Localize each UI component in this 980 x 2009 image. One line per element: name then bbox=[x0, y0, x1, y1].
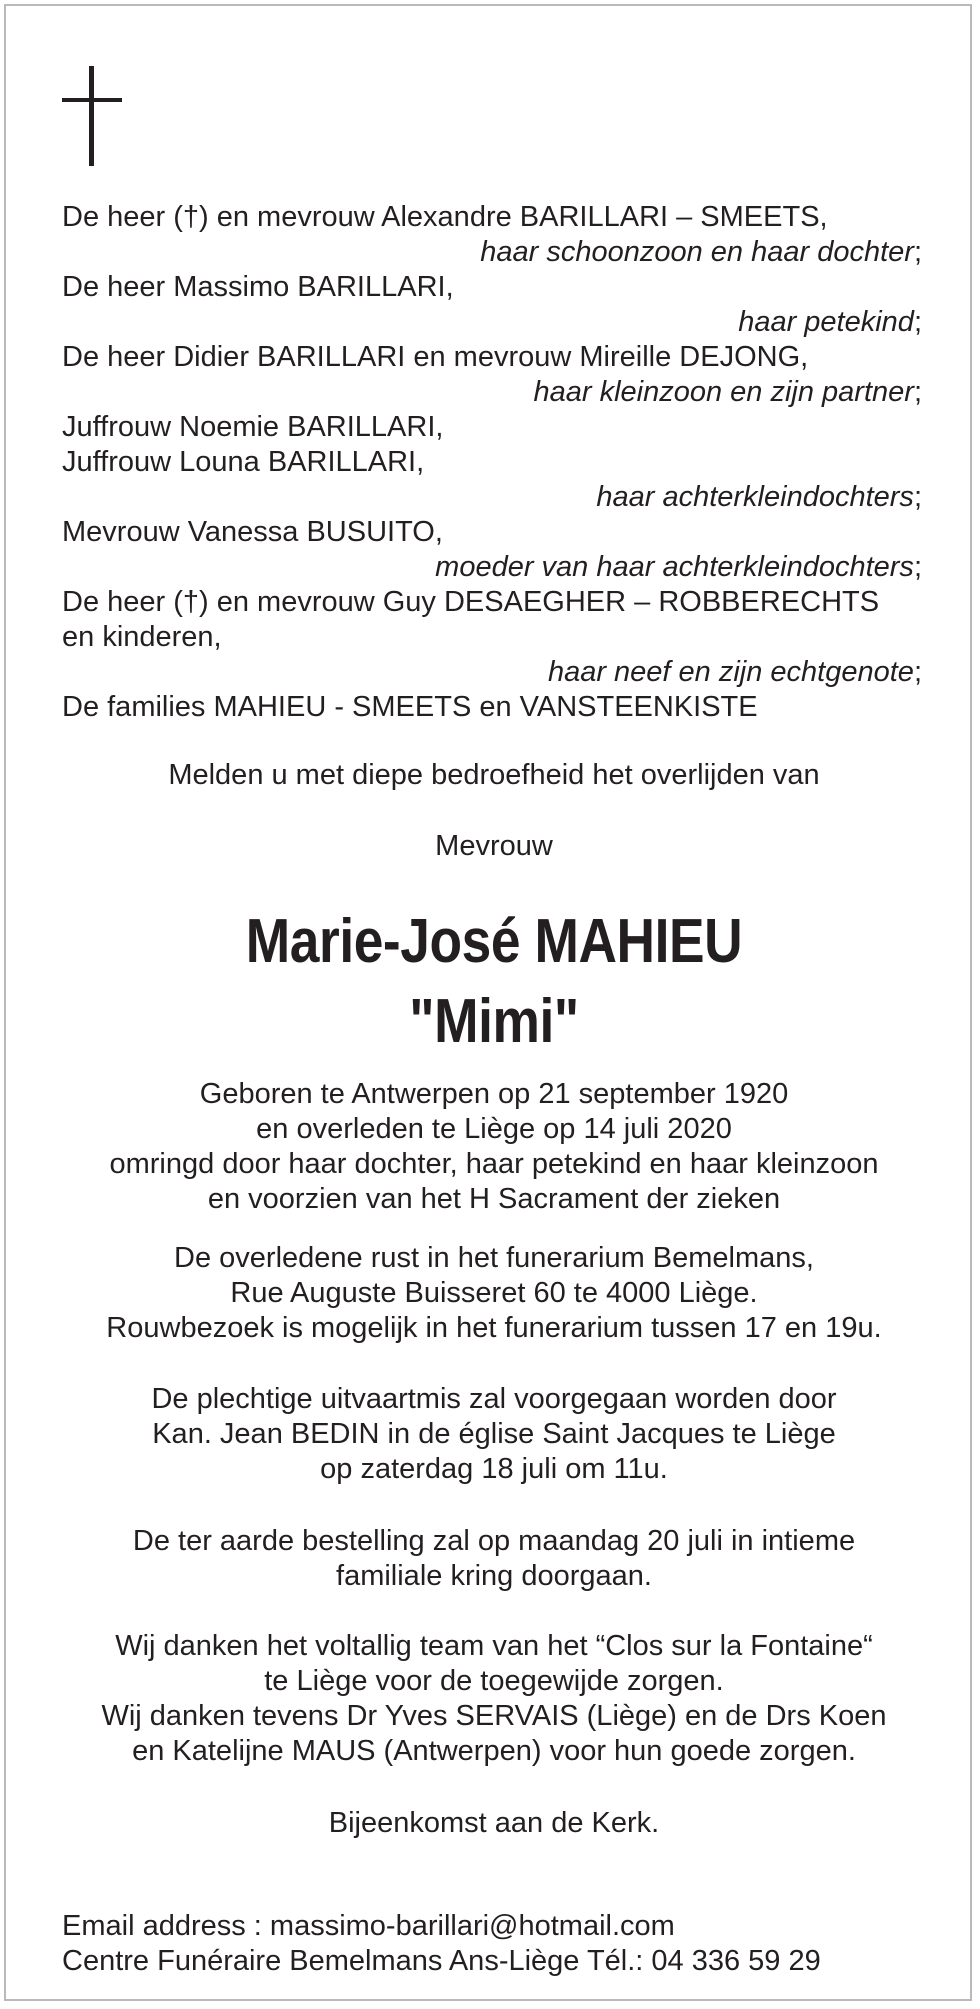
cross-icon bbox=[62, 66, 122, 166]
family-member: en kinderen, bbox=[62, 621, 222, 653]
contact-info bbox=[62, 1909, 942, 1979]
deceased-name bbox=[100, 902, 888, 1062]
family-member: De heer Didier BARILLARI en mevrouw Mireille DEJONG, bbox=[62, 341, 809, 373]
announcement: Melden u met diepe bedroefheid het overlijden van bbox=[168, 759, 820, 791]
funerarium-paragraph: De overledene rust in het funerarium Bemelmans, Rue Auguste Buisseret 60 te 4000 Liège. Rouwbezoek is mogelijk in het funerarium tussen 17 en 19u. bbox=[106, 1242, 882, 1344]
family-member: Juffrouw Noemie BARILLARI, bbox=[62, 411, 444, 443]
deceased-nickname: "Mimi" bbox=[409, 987, 579, 1056]
family-relation: haar schoonzoon en haar dochter; bbox=[480, 236, 922, 268]
obituary-card bbox=[4, 4, 972, 2001]
family-member: De heer (†) en mevrouw Alexandre BARILLARI – SMEETS, bbox=[62, 201, 828, 233]
family-member: Juffrouw Louna BARILLARI, bbox=[62, 446, 425, 478]
birth-death-paragraph: Geboren te Antwerpen op 21 september 1920 en overleden te Liège op 14 juli 2020 omringd door haar dochter, haar petekind en haar kleinzoon en voorzien van het H Sacrament der zieken bbox=[109, 1078, 879, 1215]
family-member: De families MAHIEU - SMEETS en VANSTEENKISTE bbox=[62, 691, 758, 723]
contact-funeral-home: Centre Funéraire Bemelmans Ans-Liège Tél.: 04 336 59 29 bbox=[62, 1945, 821, 1977]
thanks-paragraph: Wij danken het voltallig team van het “Clos sur la Fontaine“ te Liège voor de toegewijde zorgen. Wij danken tevens Dr Yves SERVAIS (Liège) en de Drs Koen en Katelijne MAUS (Antwerpen) voor hun goede zorgen. bbox=[101, 1630, 887, 1767]
burial-paragraph: De ter aarde bestelling zal op maandag 20 juli in intieme familiale kring doorgaan. bbox=[132, 1525, 856, 1592]
family-list bbox=[62, 200, 922, 725]
family-relation: moeder van haar achterkleindochters; bbox=[435, 551, 922, 583]
family-relation: haar petekind; bbox=[738, 306, 922, 338]
family-member: De heer Massimo BARILLARI, bbox=[62, 271, 454, 303]
family-relation: haar achterkleindochters; bbox=[596, 481, 922, 513]
family-member: Mevrouw Vanessa BUSUITO, bbox=[62, 516, 443, 548]
deceased-full-name: Marie-José MAHIEU bbox=[245, 907, 743, 976]
contact-email: Email address : massimo-barillari@hotmail.com bbox=[62, 1910, 675, 1942]
family-member: De heer (†) en mevrouw Guy DESAEGHER – ROBBERECHTS bbox=[62, 586, 880, 618]
meeting-note: Bijeenkomst aan de Kerk. bbox=[328, 1807, 660, 1839]
funeral-mass-paragraph: De plechtige uitvaartmis zal voorgegaan worden door Kan. Jean BEDIN in de église Saint Jacques te Liège op zaterdag 18 juli om 11u. bbox=[151, 1383, 837, 1485]
deceased-title: Mevrouw bbox=[435, 830, 553, 862]
family-relation: haar neef en zijn echtgenote; bbox=[547, 656, 922, 688]
family-relation: haar kleinzoon en zijn partner; bbox=[533, 376, 922, 408]
